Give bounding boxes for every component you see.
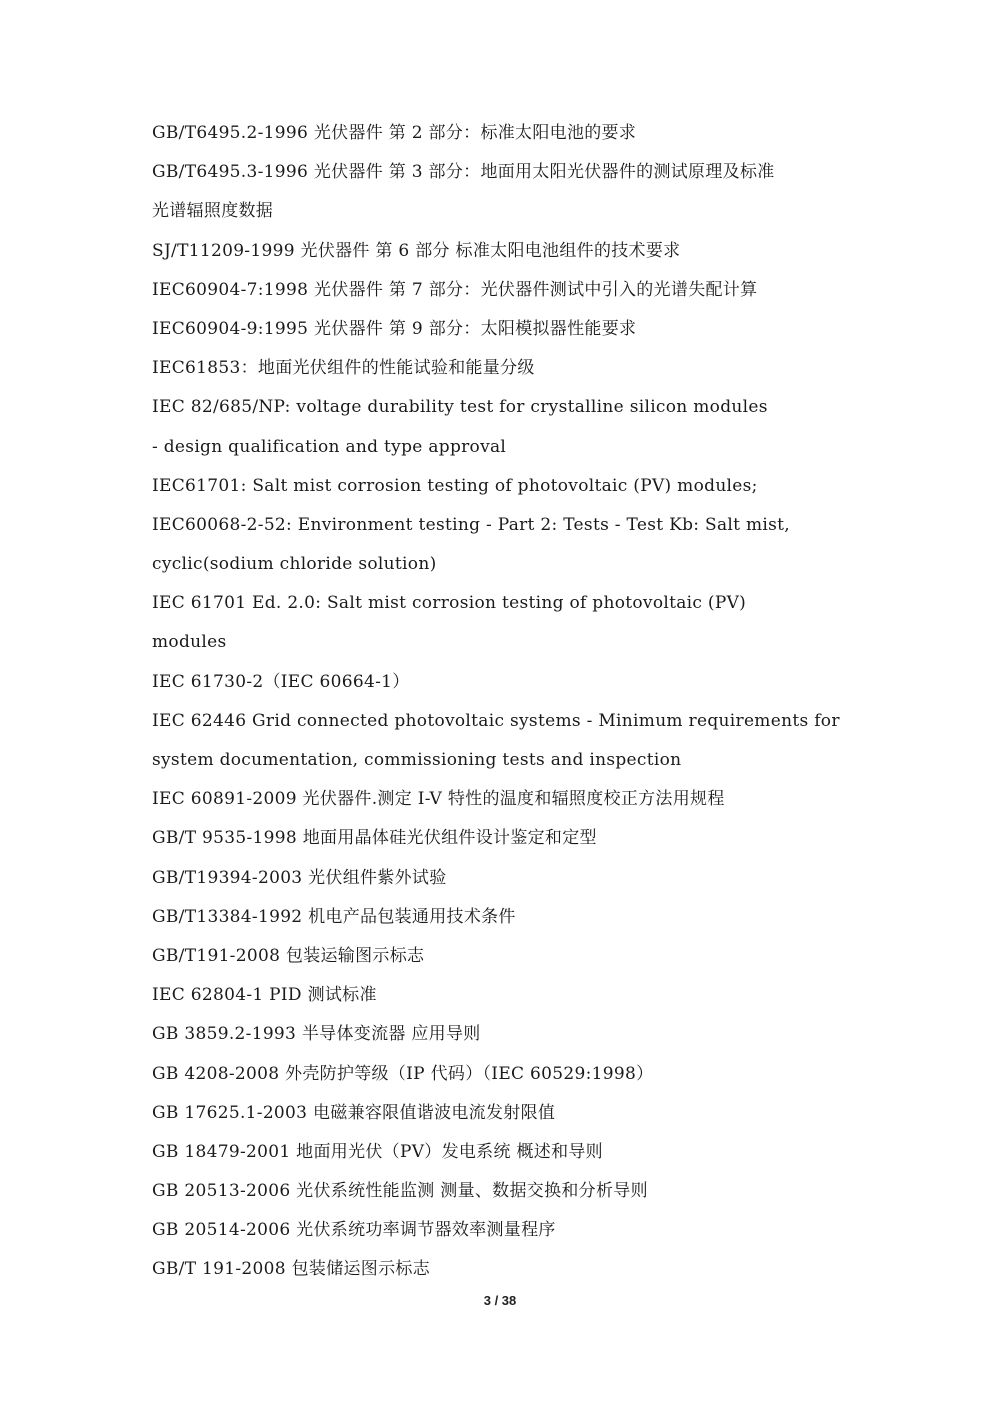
reference-line: GB/T 9535-1998 地面用晶体硅光伏组件设计鉴定和定型 (152, 828, 597, 849)
reference-line: IEC 61701 Ed. 2.0: Salt mist corrosion testing of photovoltaic (PV) (152, 593, 747, 614)
reference-line: GB 20513-2006 光伏系统性能监测 测量、数据交换和分析导则 (152, 1181, 648, 1202)
reference-line: IEC61701: Salt mist corrosion testing of photovoltaic (PV) modules; (152, 475, 758, 496)
page-number: 3 / 38 (483, 1293, 517, 1308)
reference-line: IEC60904-9:1995 光伏器件 第 9 部分：太阳模拟器性能要求 (152, 318, 637, 339)
reference-line: GB/T191-2008 包装运输图示标志 (152, 945, 425, 966)
reference-line: modules (152, 632, 227, 653)
reference-line: IEC61853：地面光伏组件的性能试验和能量分级 (152, 358, 535, 379)
reference-line: GB/T6495.2-1996 光伏器件 第 2 部分：标准太阳电池的要求 (152, 123, 637, 143)
reference-line: 光谱辐照度数据 (152, 201, 274, 222)
reference-line: GB 4208-2008 外壳防护等级（IP 代码）（IEC 60529:1998） (152, 1063, 654, 1084)
reference-line: - design qualification and type approval (152, 436, 507, 457)
reference-standards-list (152, 114, 852, 1290)
reference-line: GB 17625.1-2003 电磁兼容限值谐波电流发射限值 (152, 1102, 556, 1123)
reference-line: IEC 62446 Grid connected photovoltaic systems - Minimum requirements for (152, 710, 840, 731)
reference-line: IEC60904-7:1998 光伏器件 第 7 部分：光伏器件测试中引入的光谱失配计算 (152, 279, 758, 300)
reference-line: IEC60068-2-52: Environment testing - Part 2: Tests - Test Kb: Salt mist, (152, 514, 790, 535)
reference-line: GB/T13384-1992 机电产品包装通用技术条件 (152, 906, 516, 927)
reference-line: IEC 82/685/NP: voltage durability test for crystalline silicon modules (152, 397, 768, 418)
reference-line: GB 18479-2001 地面用光伏（PV）发电系统 概述和导则 (152, 1141, 603, 1162)
reference-line: IEC 61730-2（IEC 60664-1） (152, 671, 410, 692)
reference-line: IEC 62804-1 PID 测试标准 (152, 985, 377, 1006)
reference-line: system documentation, commissioning tests and inspection (152, 750, 682, 770)
reference-line: GB 20514-2006 光伏系统功率调节器效率测量程序 (152, 1220, 556, 1241)
reference-line: IEC 60891-2009 光伏器件.测定 I-V 特性的温度和辐照度校正方法用规程 (152, 789, 725, 810)
reference-line: GB/T6495.3-1996 光伏器件 第 3 部分：地面用太阳光伏器件的测试原理及标准 (152, 162, 775, 183)
reference-line: cyclic(sodium chloride solution) (152, 554, 437, 575)
reference-line: SJ/T11209-1999 光伏器件 第 6 部分 标准太阳电池组件的技术要求 (152, 240, 681, 261)
reference-line: GB/T 191-2008 包装储运图示标志 (152, 1259, 431, 1280)
reference-line: GB/T19394-2003 光伏组件紫外试验 (152, 867, 447, 888)
reference-line: GB 3859.2-1993 半导体变流器 应用导则 (152, 1024, 481, 1045)
